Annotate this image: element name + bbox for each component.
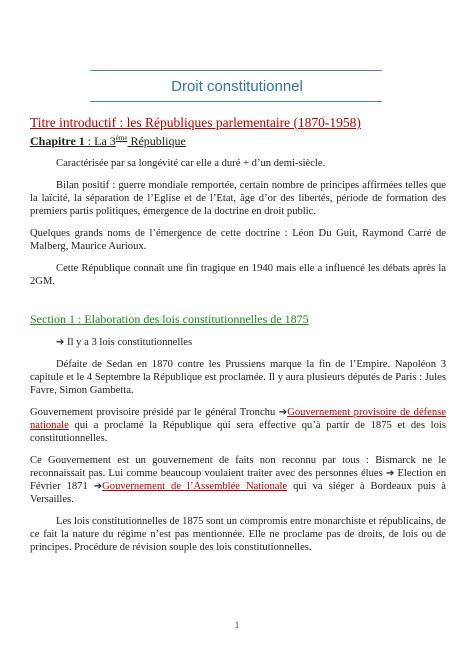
text-segment: Gouvernement provisoire présidé par le général Tronchu	[30, 407, 279, 418]
paragraph-longevite: Caractérisée par sa longévité car elle a duré + d’un demi-siècle.	[56, 158, 326, 169]
chapitre-sup: ème	[115, 134, 128, 142]
text-segment: qui va siéger à Bordeaux puis à Versailles.	[30, 481, 447, 505]
list-item-text: Il y a 3 lois constitutionnelles	[64, 337, 193, 348]
arrow-right-icon: ➔	[93, 481, 103, 492]
paragraph-gouvernement-faits	[30, 454, 446, 506]
chapitre-heading	[30, 131, 446, 148]
chapitre-text-2: République	[127, 134, 186, 148]
document-title: Droit constitutionnel	[171, 78, 303, 95]
text-segment: qui a proclamé la République qui sera effective qu’à partir de 1875 et des lois constitutionnelles.	[30, 420, 446, 444]
arrow-right-icon: ➔	[385, 468, 395, 479]
title-rule-bottom	[90, 101, 382, 102]
section-number: Section 1	[30, 312, 75, 326]
text-segment: Election en Février 1871	[30, 468, 446, 492]
title-rule-top	[90, 70, 382, 71]
chapitre-text: : La 3	[84, 134, 116, 148]
paragraph-fin: Cette République connaît une fin tragique en 1940 mais elle a influencé les débats après la 2GM.	[30, 263, 446, 287]
paragraph-gouvernement-provisoire	[30, 406, 446, 445]
arrow-right-icon: ➔	[56, 337, 65, 348]
paragraph-sedan: Défaite de Sedan en 1870 contre les Prussiens marque la fin de l’Empire. Napoléon 3 capitule et le 4 Septembre la République est proclamée. Il y aura plusieurs députés de Paris : Jules Favre, Simon Gambetta.	[30, 359, 446, 396]
page-number: 1	[234, 620, 240, 630]
chapitre-number: Chapitre 1	[30, 134, 85, 148]
section-title: : Elaboration des lois constitutionnelles de 1875	[75, 312, 309, 326]
list-item	[30, 336, 446, 349]
paragraph-noms: Quelques grands noms de l’émergence de cette doctrine : Léon Du Guit, Raymond Carré de Malberg, Maurice Aurioux.	[30, 228, 446, 252]
highlight-red: Gouvernement de l’Assemblée Nationale	[102, 481, 288, 492]
paragraph-bilan: Bilan positif : guerre mondiale remportée, certain nombre de principes affirmées telles que la laïcité, la séparation de l’Eglise et de l’Etat, âge d’or des libertés, période de formation des premiers partis politiques, émergence de la doctrine en droit public.	[30, 180, 446, 217]
document-body	[30, 115, 446, 554]
section-heading	[30, 312, 446, 326]
titre-introductif: Titre introductif : les Républiques parlementaire (1870-1958)	[30, 115, 361, 130]
arrow-right-icon: ➔	[278, 407, 288, 418]
text-segment: Ce Gouvernement est un gouvernement de faits non reconnu par tous : Bismarck ne le reconnaissait pas. Lui comme beaucoup voulaient traiter avec des personnes élues	[30, 455, 446, 479]
paragraph-lois-1875: Les lois constitutionnelles de 1875 sont un compromis entre monarchiste et républicains, de ce fait la nature du régime n’est pas mentionnée. Elle ne proclame pas de droits, de lois ou de principes. Procédure de révision souple des lois constitutionnelles.	[30, 516, 446, 553]
highlight-red: Gouvernement provisoire de défense nationale	[30, 407, 446, 431]
